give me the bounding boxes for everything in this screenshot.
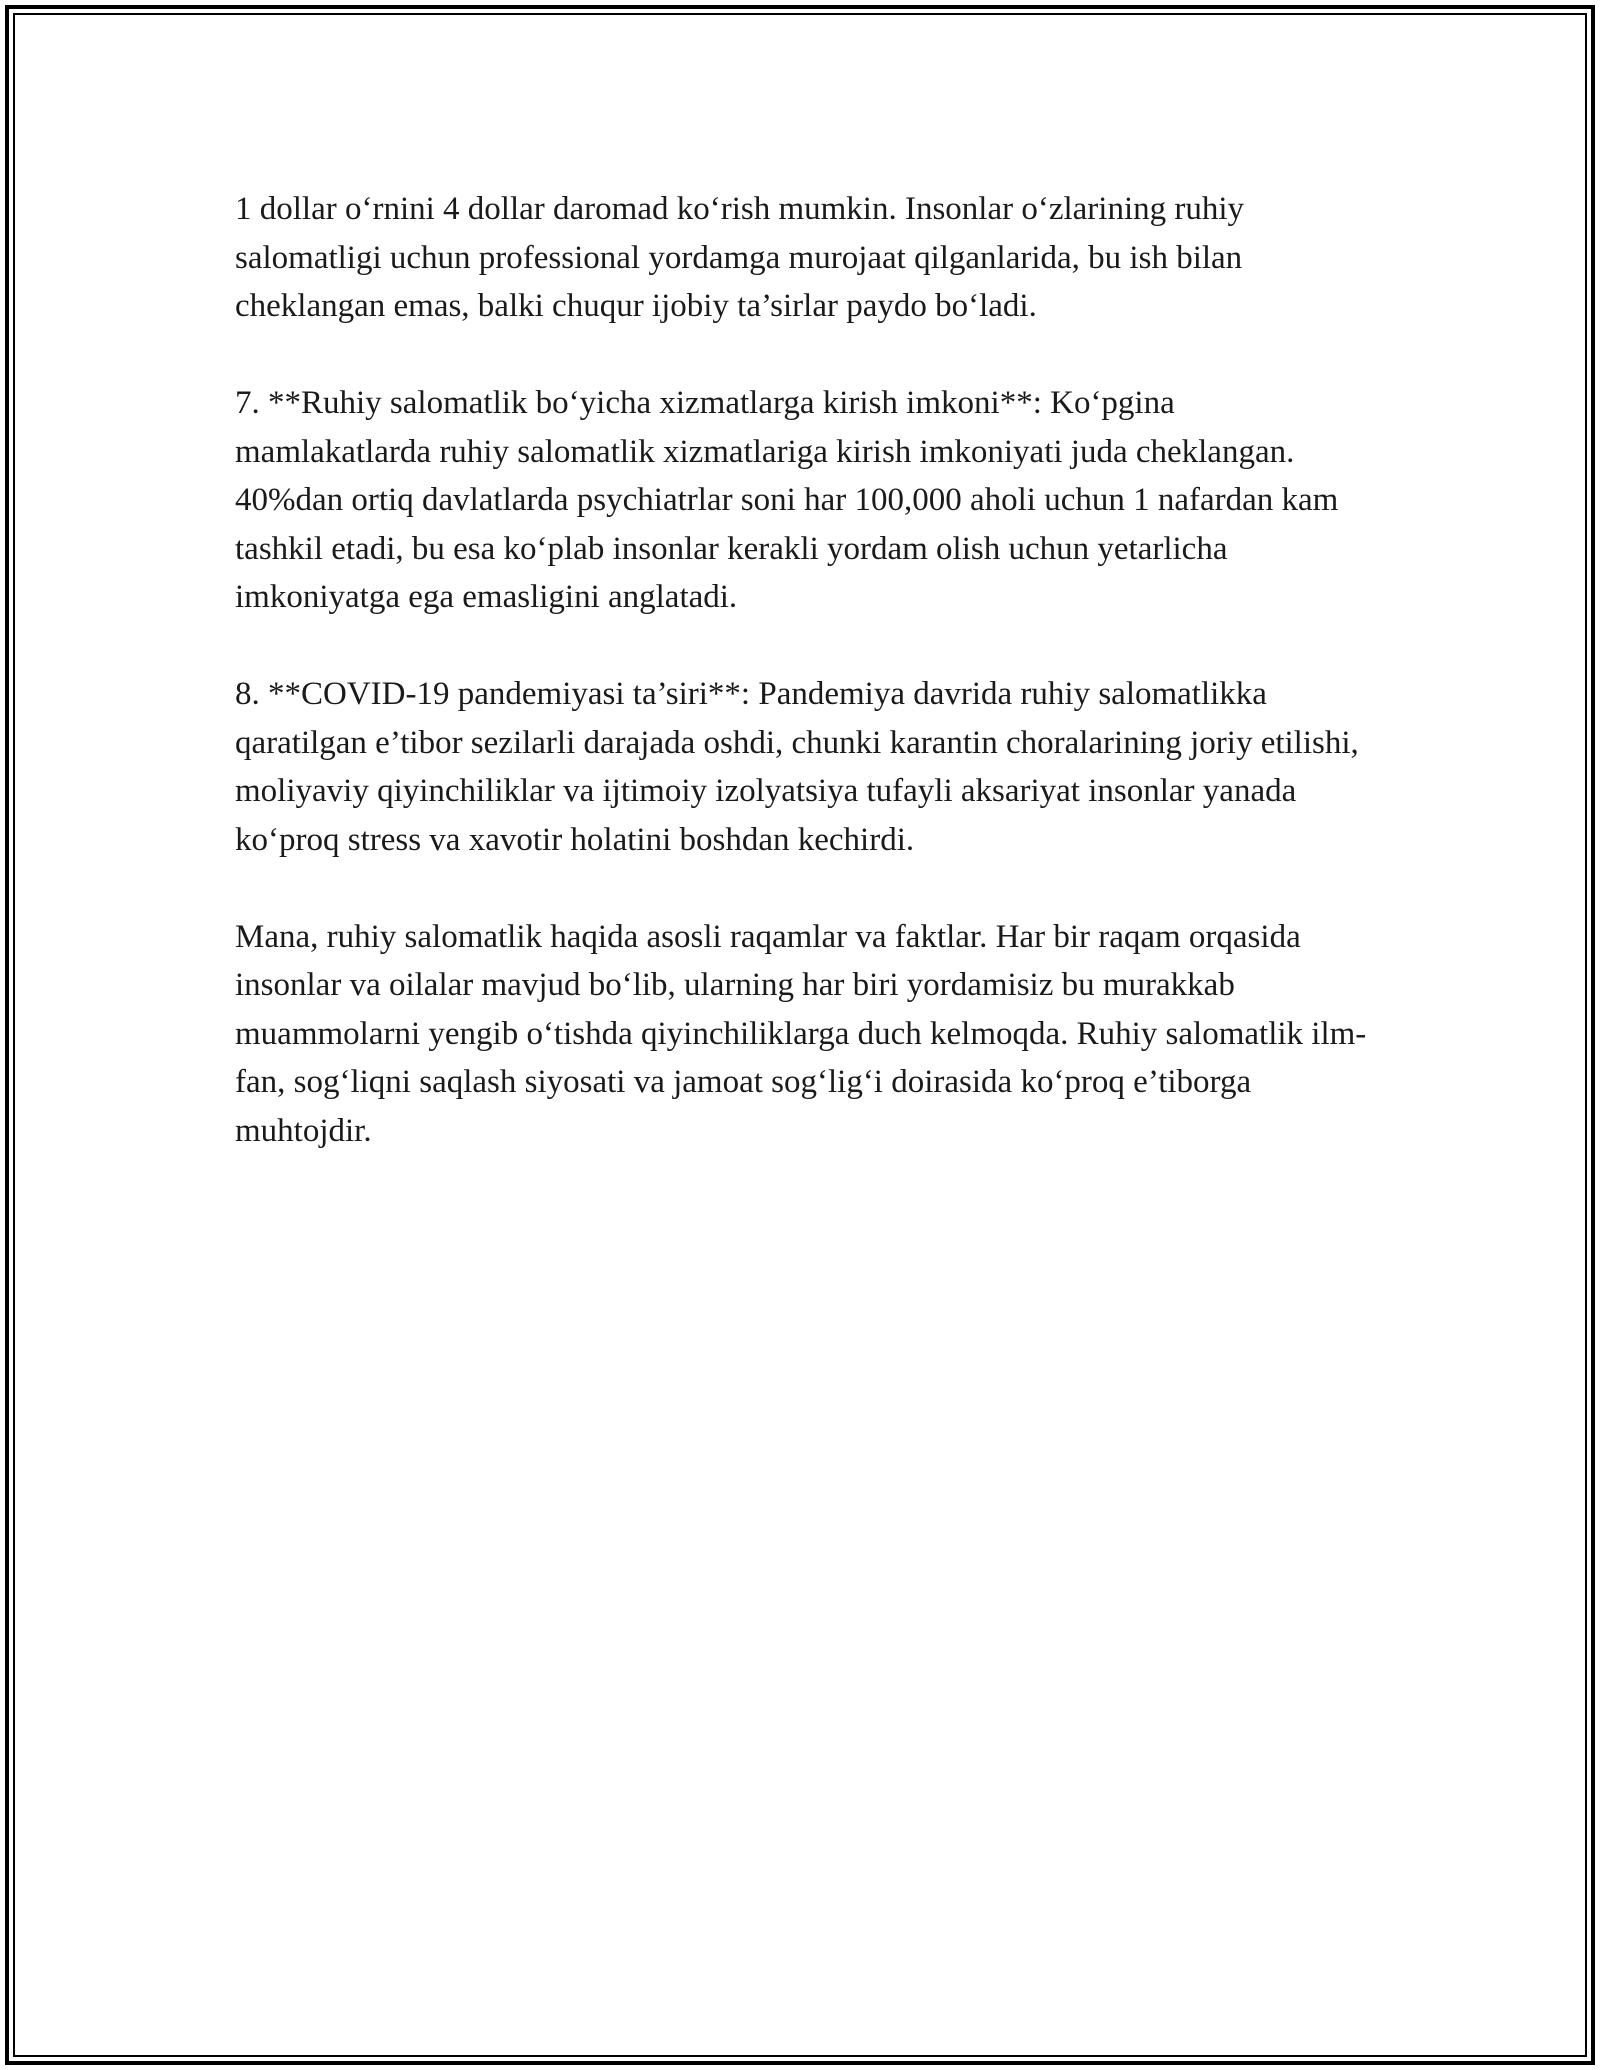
paragraph-intro-continuation: 1 dollar o‘rnini 4 dollar daromad ko‘rish mumkin. Insonlar o‘zlarining ruhiy salomatligi uchun professional yordamga murojaat qilganlarida, bu ish bilan cheklangan emas, balki chuqur ijobiy ta’sirlar paydo bo‘ladi. — [235, 191, 1245, 324]
paragraph-conclusion: Mana, ruhiy salomatlik haqida asosli raqamlar va faktlar. Har bir raqam orqasida insonlar va oilalar mavjud bo‘lib, ularning har biri yordamisiz bu murakkab muammolarni yengib o‘tishda qiyinchiliklarga duch kelmoqda. Ruhiy salomatlik ilm-fan, sog‘liqni saqlash siyosati va jamoat sog‘lig‘i doirasida ko‘proq e’tiborga muhtojdir. — [235, 918, 1367, 1149]
document-body — [235, 185, 1375, 1204]
paragraph-item-8: 8. **COVID-19 pandemiyasi ta’siri**: Pandemiya davrida ruhiy salomatlikka qaratilgan e’tibor sezilarli darajada oshdi, chunki karantin choralarining joriy etilishi, moliyaviy qiyinchiliklar va ijtimoiy izolyatsiya tufayli aksariyat insonlar yanada ko‘proq stress va xavotir holatini boshdan kechirdi. — [235, 676, 1359, 858]
paragraph-item-7: 7. **Ruhiy salomatlik bo‘yicha xizmatlarga kirish imkoni**: Ko‘pgina mamlakatlarda ruhiy salomatlik xizmatlariga kirish imkoniyati juda cheklangan. 40%dan ortiq davlatlarda psychiatrlar soni har 100,000 aholi uchun 1 nafardan kam tashkil etadi, bu esa ko‘plab insonlar kerakli yordam olish uchun yetarlicha imkoniyatga ega emasligini anglatadi. — [235, 385, 1339, 615]
